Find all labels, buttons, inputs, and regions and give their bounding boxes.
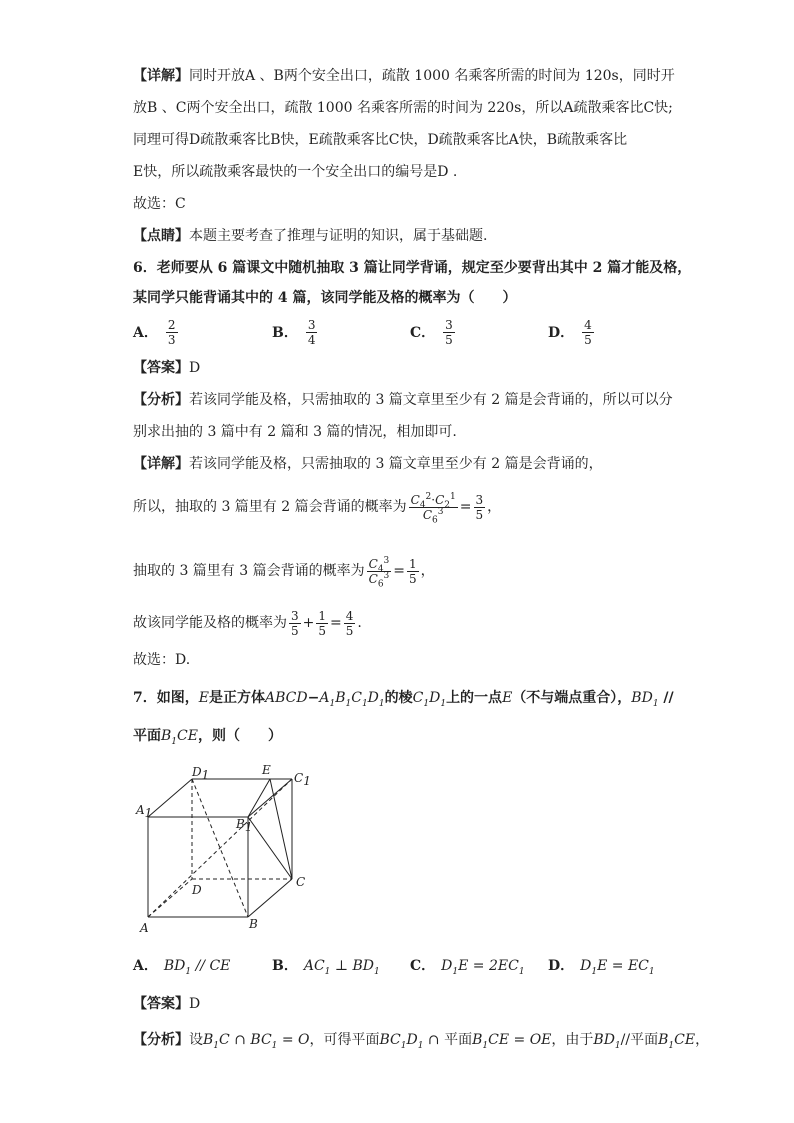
combination-fraction: $\frac{C_4^2\cdot C_2^1}{C_6^3}$	[410, 491, 456, 525]
vertex-label-a: A	[140, 921, 149, 935]
q7-option-b[interactable]: B． $AC_1$ ⊥ $BD_1$	[272, 958, 380, 977]
vertex-label-b: B	[249, 917, 258, 931]
q7-stem-line-2: 平面$B_1CE$，则（ ）	[133, 728, 282, 747]
q6-option-b[interactable]: B． $\frac{3}{4}$	[272, 318, 316, 347]
q6-calc-line-2: 抽取的 3 篇里有 3 篇会背诵的概率为 $\frac{C_4^3}{C_6^3}$ = $\frac{1}{5}$ ，	[133, 555, 435, 589]
vertex-label-b1: B1	[236, 817, 253, 834]
q7-option-c[interactable]: C． $D_1E = 2EC_1$	[410, 958, 525, 977]
q6-option-d[interactable]: D． $\frac{4}{5}$	[548, 318, 592, 347]
detail-tag: 【详解】	[133, 68, 189, 84]
q5-detail-line-3: 同理可得D疏散乘客比B快，E疏散乘客比C快，D疏散乘客比A快，B疏散乘客比	[133, 132, 628, 148]
q7-analysis-line: 【分析】设$B_1C$ ∩ $BC_1 = O$，可得平面$BC_1D_1$ ∩ 平面$B_1CE$ = OE，由于$BD_1//$平面$B_1CE$，	[133, 1032, 710, 1051]
q7-option-a[interactable]: A． $BD_1$ // CE	[133, 958, 231, 977]
q6-calc-line-3: 故该同学能及格的概率为 $\frac{3}{5}$ + $\frac{1}{5}$ = $\frac{4}{5}$ .	[133, 608, 362, 638]
q6-stem-line-2: 某同学只能背诵其中的 4 篇，该同学能及格的概率为（ ）	[133, 290, 517, 306]
q5-detail-line-2: 放B 、C两个安全出口，疏散 1000 名乘客所需的时间为 220s，所以A疏散乘客比C快;	[133, 100, 673, 116]
q7-answer-line: 【答案】D	[133, 996, 201, 1012]
q5-detail-line-1: 【详解】同时开放A 、B两个安全出口，疏散 1000 名乘客所需的时间为 120s，同时开	[133, 68, 675, 84]
q6-option-c[interactable]: C． $\frac{3}{5}$	[410, 318, 453, 347]
vertex-label-d: D	[192, 883, 202, 897]
q6-stem-line-1: 6．老师要从 6 篇课文中随机抽取 3 篇让同学背诵，规定至少要背出其中 2 篇才能及格，	[133, 260, 692, 276]
comment-tag: 【点睛】	[133, 228, 189, 244]
q6-answer-line: 【答案】D	[133, 360, 201, 376]
vertex-label-e: E	[262, 763, 271, 777]
q6-calc-line-1: 所以，抽取的 3 篇里有 2 篇会背诵的概率为 $\frac{C_4^2\cdot C_2^1}{C_6^3}$ = $\frac{3}{5}$ ，	[133, 491, 502, 525]
edge-b-c	[248, 879, 292, 917]
vertex-label-c: C	[296, 875, 306, 889]
vertex-label-d1: D1	[192, 765, 210, 782]
q6-option-a[interactable]: A． $\frac{2}{3}$	[133, 318, 176, 347]
q6-analysis-line-1: 【分析】若该同学能及格，只需抽取的 3 篇文章里至少有 2 篇是会背诵的，所以可以分	[133, 392, 673, 408]
q5-comment-line: 【点睛】本题主要考查了推理与证明的知识，属于基础题.	[133, 228, 488, 244]
q7-stem-line-1: 7．如图，E是正方体$ABCD-A_1B_1C_1D_1$的棱$C_1D_1$上的一点E（不与端点重合），$BD_1$ //	[133, 690, 674, 709]
q6-analysis-line-2: 别求出抽的 3 篇中有 2 篇和 3 篇的情况，相加即可.	[133, 424, 457, 440]
q6-final-answer: 故选：D.	[133, 652, 191, 668]
vertex-label-a1: A1	[136, 803, 153, 820]
combination-fraction: $\frac{C_4^3}{C_6^3}$	[368, 555, 390, 589]
edge-a1-d1	[148, 779, 192, 817]
q5-detail-line-4: E快，所以疏散乘客最快的一个安全出口的编号是D .	[133, 164, 458, 180]
vertex-label-c1: C1	[294, 771, 311, 788]
q5-answer-line: 故选：C	[133, 196, 186, 212]
q6-detail-line-1: 【详解】若该同学能及格，只需抽取的 3 篇文章里至少有 2 篇是会背诵的，	[133, 456, 603, 472]
segment-b1-e	[248, 779, 270, 817]
q7-option-d[interactable]: D． $D_1E = EC_1$	[548, 958, 655, 977]
cube-figure	[130, 762, 320, 942]
